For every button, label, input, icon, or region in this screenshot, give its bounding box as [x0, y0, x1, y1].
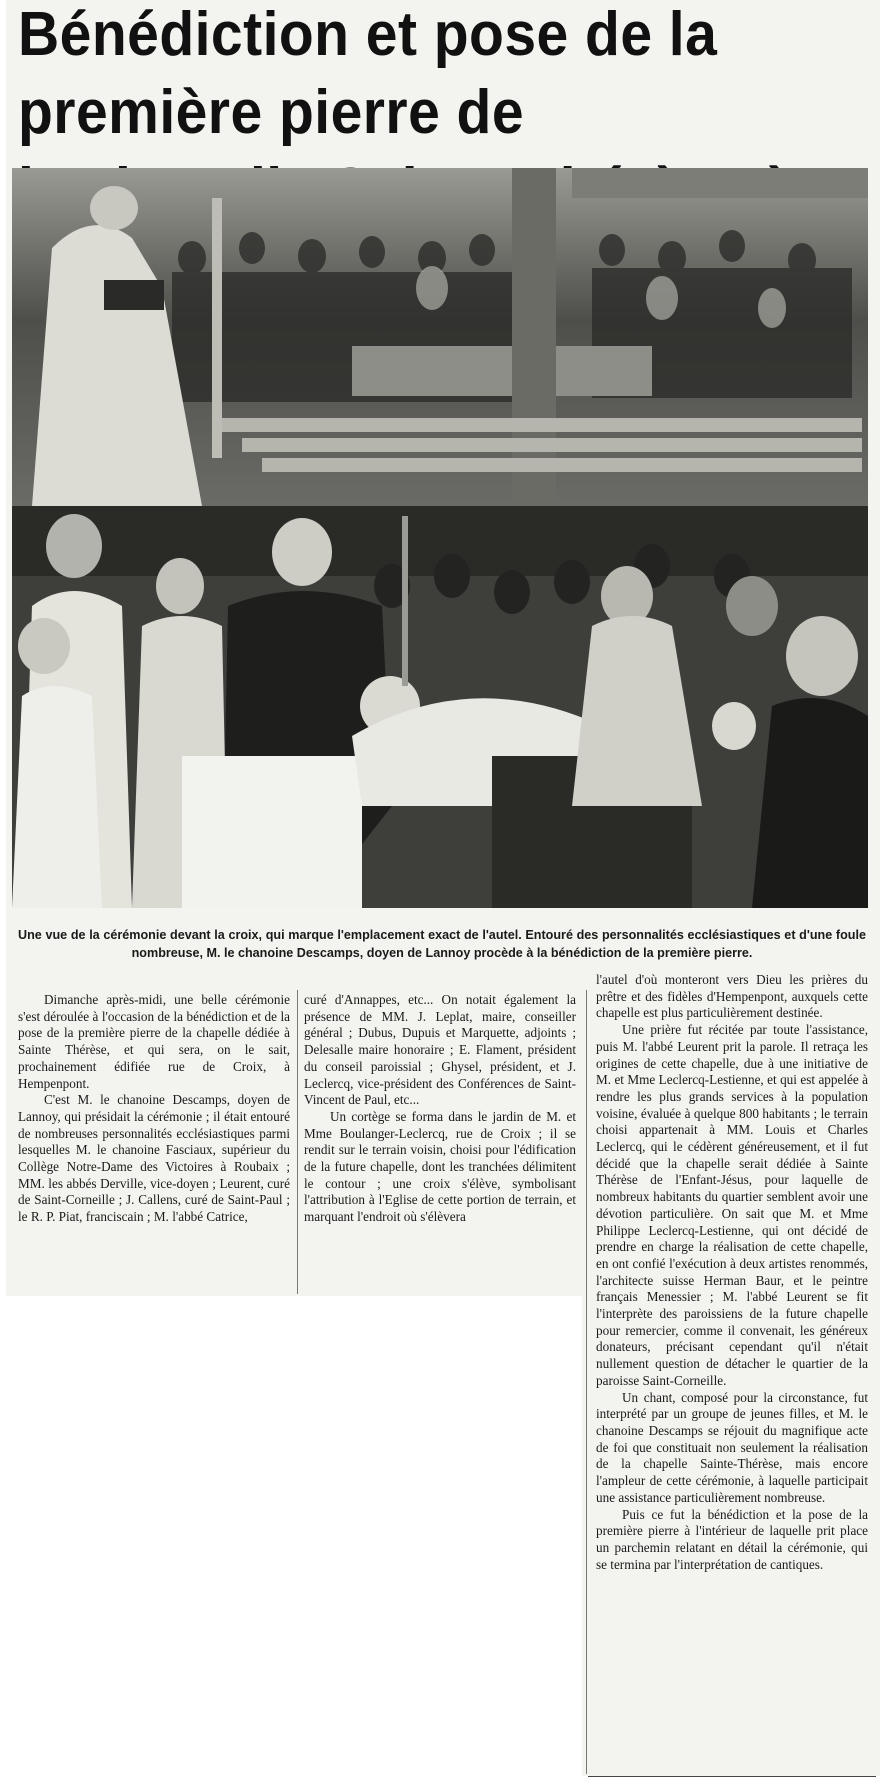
photo-blessing-first-stone [12, 506, 868, 908]
paragraph: curé d'Annappes, etc... On notait également la présence de MM. J. Leplat, maire, conseiller général ; Dubus, Dupuis et Marquette, adjoints ; Delesalle maire honoraire ; E. Flament, président du conseil paroissial ; Ghysel, président, et J. Leclercq, vice-président des Conférences de Saint-Vincent de Paul, etc... [304, 992, 576, 1108]
paragraph: Une prière fut récitée par toute l'assistance, puis M. l'abbé Leurent prit la parole. Il retraça les origines de cette chapelle, due à une initiative de M. et Mme Leclercq-Lestienne, et qui est appelée à rendre les plus grands services à la population voisine, évaluée à quelque 800 habitants ; le terrain choisi appartenait à MM. Louis et Charles Leclercq, qui le cédèrent généreusement, et il fut décidé que la chapelle serait dédiée à Sainte Thérèse de l'Enfant-Jésus, pour laquelle de nombreux habitants du quartier semblent avoir une dévotion particulière. On sait que M. et Mme Philippe Leclercq-Lestienne, qui ont décidé de prendre en charge la réalisation de cette chapelle, en ont confié l'exécution à deux artistes renommés, l'architecte suisse Herman Baur, et le peintre français Menessier ; M. l'abbé Leurent se fit l'interprète des paroissiens de la future chapelle pour remercier, comme il convenait, les généreux donateurs, précisant cependant qu'il n'était nullement question de détacher le quartier de la paroisse Saint-Corneille. [596, 1022, 868, 1388]
article-column-2 [304, 992, 576, 1226]
paragraph: Dimanche après-midi, une belle cérémonie s'est déroulée à l'occasion de la bénédiction et de la pose de la première pierre de la chapelle dédiée à Sainte Thérèse, et qui sera, on le sait, prochainement édifiée rue de Croix, à Hempenpont. [18, 992, 290, 1091]
column-divider [297, 990, 298, 1294]
paragraph: Puis ce fut la bénédiction et la pose de la première pierre à l'intérieur de laquelle prit place un parchemin relatant en détail la cérémonie, qui se termina par l'interprétation de cantiques. [596, 1506, 868, 1572]
column-divider [586, 990, 587, 1774]
article-column-3 [596, 972, 868, 1573]
headline-line-1: Bénédiction et pose de la première pierre de [18, 0, 718, 147]
photo-ceremony-crowd-image [12, 168, 868, 506]
photo-caption: Une vue de la cérémonie devant la croix, qui marque l'emplacement exact de l'autel. Entouré des personnalités ecclésiastiques et d'une foule nombreuse, M. le chanoine Descamps, doyen de Lannoy procède à la bénédiction de la première pierre. [18, 928, 866, 960]
photo-blessing-first-stone-image [12, 506, 868, 908]
end-rule [588, 1776, 876, 1777]
paragraph: l'autel d'où monteront vers Dieu les prières du prêtre et des fidèles d'Hempenpont, auxquels cette chapelle est plus particulièrement destinée. [596, 972, 868, 1021]
paragraph: Un chant, composé pour la circonstance, fut interprété par un groupe de jeunes filles, et M. le chanoine Descamps se réjouit du magnifique acte de foi que constituait non seulement la réalisation de la chapelle Sainte-Thérèse, mais encore l'ampleur de cette cérémonie, à laquelle participait une assistance particulièrement nombreuse. [596, 1389, 868, 1505]
article-column-1 [18, 992, 290, 1226]
paragraph: Un cortège se forma dans le jardin de M. et Mme Boulanger-Leclercq, rue de Croix ; il se rendit sur le terrain voisin, choisi pour l'édification de la future chapelle, dont les tranchées délimitent le contour ; une croix s'élève, symbolisant l'attribution à l'Eglise de cette portion de terrain, et marquant l'endroit où s'élèvera [304, 1108, 576, 1225]
paragraph: C'est M. le chanoine Descamps, doyen de Lannoy, qui présidait la cérémonie ; il était entouré de nombreuses personnalités ecclésiastiques parmi lesquelles M. le chanoine Fasciaux, supérieur du Collège Notre-Dame des Victoires à Roubaix ; MM. les abbés Derville, vice-doyen ; Leurent, curé de Saint-Corneille ; J. Callens, curé de Saint-Paul ; le R. P. Piat, franciscain ; M. l'abbé Catrice, [18, 1092, 290, 1225]
photo-ceremony-crowd [12, 168, 868, 506]
